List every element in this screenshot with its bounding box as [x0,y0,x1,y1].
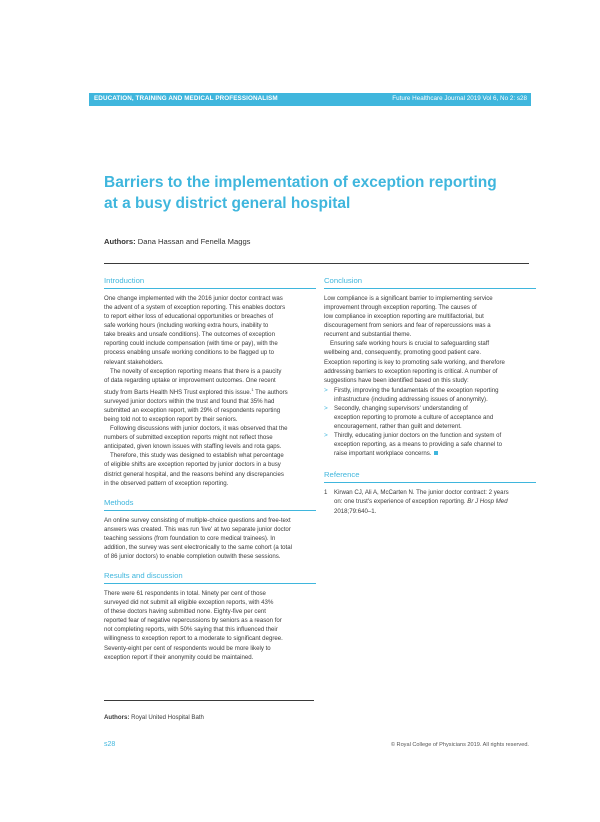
journal-citation: Future Healthcare Journal 2019 Vol 6, No 2: s28 [392,94,527,102]
introduction-paragraph-3: Following discussions with junior doctors, it was observed that the numbers of submitted exception reports might not reflect those anticipated, given known issues with staffing levels and rota gaps. [104,425,288,451]
reference-item: 1 Kirwan CJ, Ali A, McCarten N. The junior doctor contract: 2 years on: one trust's experience of exception reporting. Br J Hosp Med 2018;79:640–1. [324,489,509,515]
copyright-notice: © Royal College of Physicians 2019. All rights reserved. [390,742,529,748]
reference-heading: Reference [324,470,536,483]
authors-label: Authors: [104,237,136,246]
left-column [104,276,316,662]
footer-divider [104,700,314,701]
page-number: s28 [104,741,116,748]
chevron-right-icon: > [324,432,328,440]
section-label: EDUCATION, TRAINING AND MEDICAL PROFESSIONALISM [94,94,278,102]
article-title-line-1: Barriers to the implementation of exception reporting [104,174,497,191]
header-divider [104,263,529,264]
affiliation-label: Authors: [104,714,130,721]
introduction-paragraph-1: One change implemented with the 2016 junior doctor contract was the advent of a system of exception reporting. This enables doctors to report either loss of educational opportunities or breaches of safe working hours (including working extra hours, inability to take breaks and unsafe conditions). The outcomes of exception reporting could include compensation (with time or pay), with the process enabling unsafe working conditions to be flagged up to relevant stakeholders. [104,295,286,366]
end-of-article-icon [434,451,439,456]
introduction-paragraph-2: The novelty of exception reporting means that there is a paucity of data regarding uptake or improvement outcomes. One recent study from Barts Health NHS Trust explored this issue.$^1$ The authors surveyed junior doctors within the trust and found that 35% had submitted an exception report, with 29% of respondents reporting being told not to exception report by their seniors. [104,367,288,424]
results-paragraph: There were 61 respondents in total. Ninety per cent of those surveyed did not submit all eligible exception reports, with 43% of these doctors having submitted none. Eighty-five per cent reported fear of negative repercussions by seniors as a reason for not completing reports, with 50% saying that this influenced their willingness to exception report to a moderate to significant degree. Seventy-eight per cent of respondents would be more likely to exception report if their anonymity could be maintained. [104,590,283,661]
results-heading: Results and discussion [104,571,316,584]
chevron-right-icon: > [324,404,328,412]
right-column [324,276,536,516]
list-item: > Thirdly, educating junior doctors on the function and system of exception reporting, as a means to providing a safe channel to raise important workplace concerns. [324,432,503,458]
conclusion-paragraph-1: Low compliance is a significant barrier to implementing service improvement through exception reporting. The causes of low compliance in exception reporting are multifactorial, but discouragement from seniors and fear of repercussions was a recurrent and substantial theme. [324,295,493,339]
journal-header-bar [89,93,531,106]
introduction-heading: Introduction [104,276,316,289]
journal-name: Br J Hosp Med [467,498,508,506]
authors-names: Dana Hassan and Fenella Maggs [137,237,251,246]
chevron-right-icon: > [324,386,328,394]
introduction-paragraph-4: Therefore, this study was designed to establish what percentage of eligible shifts are exception reported by junior doctors in a busy district general hospital, and the reasons behind any discrepancies in the observed pattern of exception reporting. [104,452,284,487]
list-item: > Secondly, changing supervisors' understanding of exception reporting to promote a culture of acceptance and encouragement, rather than guilt and deterrent. [324,404,494,431]
reference-number: 1 [324,489,328,497]
article-authors [104,237,250,246]
article-title-line-2: at a busy district general hospital [104,195,351,212]
affiliation-text: Royal United Hospital Bath [131,714,204,721]
methods-heading: Methods [104,498,316,511]
author-affiliation [104,714,204,721]
citation-superscript: 1 [251,386,254,392]
conclusion-heading: Conclusion [324,276,536,289]
methods-paragraph: An online survey consisting of multiple-choice questions and free-text answers was created. This was run 'live' at two separate junior doctor teaching sessions (from foundation to core medical trainees). In addition, the survey was sent electronically to the same cohort (a total of 86 junior doctors) to enable completion outwith these sessions. [104,516,292,560]
list-item: > Firstly, improving the fundamentals of the exception reporting infrastructure (including addressing issues of anonymity). [324,386,499,403]
article-title [104,172,534,214]
suggestions-list [324,386,536,459]
conclusion-paragraph-2: Ensuring safe working hours is crucial to safeguarding staff wellbeing and, consequently, promoting good patient care. Exception reporting is key to promoting safe working, and therefore addressing barriers to exception reporting is critical. A number of suggestions have been identified based on this study: [324,340,505,384]
